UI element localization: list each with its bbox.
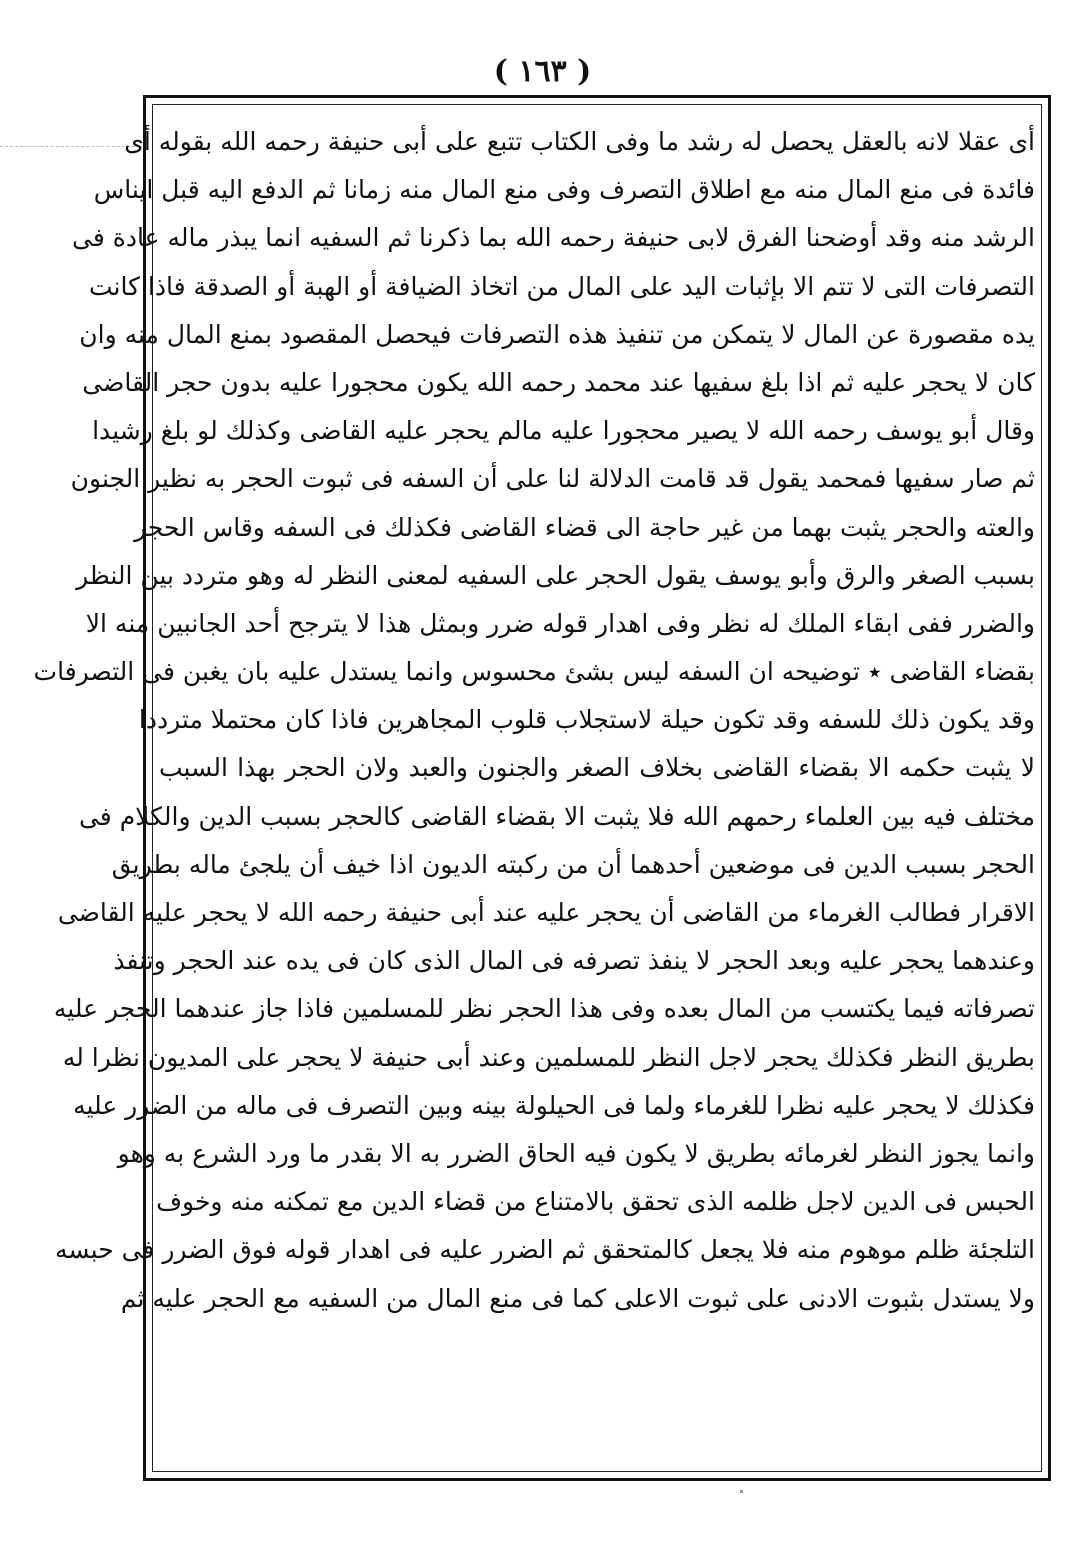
text-line: والعته والحجر يثبت بهما من غير حاجة الى قضاء القاضى فكذلك فى السفه وقاس الحجر: [134, 512, 1035, 542]
text-line: ثم صار سفيها فمحمد يقول قد قامت الدلالة لنا على أن السفه فى ثبوت الحجر به نظير الجنون: [70, 464, 1035, 494]
text-line: وانما يجوز النظر لغرمائه بطريق لا يكون فيه الحاق الضرر به الا بقدر ما ورد الشرع به وهو: [117, 1138, 1035, 1168]
text-line: الحبس فى الدين لاجل ظلمه الذى تحقق بالامتناع من قضاء الدين مع تمكنه منه وخوف: [156, 1187, 1035, 1217]
text-line: والضرر ففى ابقاء الملك له نظر وفى اهدار قوله ضرر وبمثل هذا لا يترجح أحد الجانبين منه الا: [85, 608, 1035, 638]
text-line: بقضاء القاضى ٭ توضيحه ان السفه ليس بشئ محسوس وانما يستدل عليه بان يغبن فى التصرفات: [33, 657, 1035, 687]
text-line: يده مقصورة عن المال لا يتمكن من تنفيذ هذه التصرفات فيحصل المقصود بمنع المال منه وان: [79, 319, 1035, 349]
text-line: لا يثبت حكمه الا بقضاء القاضى بخلاف الصغر والجنون والعبد ولان الحجر بهذا السبب: [159, 753, 1035, 783]
text-line: فائدة فى منع المال منه مع اطلاق التصرف وفى منع المال منه زمانا ثم الدفع اليه قبل ايناس: [93, 175, 1035, 205]
text-line: فكذلك لا يحجر عليه نظرا للغرماء ولما فى الحيلولة بينه وبين التصرف فى ماله من الضرر عليه: [73, 1090, 1035, 1120]
text-line: بسبب الصغر والرق وأبو يوسف يقول الحجر على السفيه لمعنى النظر له وهو متردد بين النظر: [76, 560, 1035, 590]
page-number: ( ١٦٣ ): [493, 54, 592, 89]
margin-dashed-rule: [0, 146, 140, 147]
text-line: ولا يستدل بثبوت الادنى على ثبوت الاعلى كما فى منع المال من السفيه مع الحجر عليه ثم: [120, 1283, 1035, 1313]
text-line: وقد يكون ذلك للسفه وقد تكون حيلة لاستجلاب قلوب المجاهرين فاذا كان محتملا مترددا: [138, 705, 1035, 735]
text-line: تصرفاته فيما يكتسب من المال بعده وفى هذا الحجر نظر للمسلمين فاذا جاز عندهما الحجر عليه: [53, 994, 1035, 1024]
text-line: الحجر بسبب الدين فى موضعين أحدهما أن من ركبته الديون اذا خيف أن يلجئ ماله بطريق: [111, 849, 1035, 879]
text-line: وعندهما يحجر عليه وبعد الحجر لا ينفذ تصرفه فى المال الذى كان فى يده عند الحجر وتنفذ: [113, 946, 1035, 976]
text-line: كان لا يحجر عليه ثم اذا بلغ سفيها عند محمد رحمه الله يكون محجورا عليه بدون حجر القاضى: [82, 367, 1035, 397]
text-line: أى عقلا لانه بالعقل يحصل له رشد ما وفى الكتاب تتبع على أبى حنيفة رحمه الله بقوله أى: [124, 127, 1035, 156]
text-line: التلجئة ظلم موهوم منه فلا يجعل كالمتحقق ثم الضرر عليه فى اهدار قوله فوق الضرر فى حبسه: [54, 1235, 1035, 1265]
text-line: الرشد منه وقد أوضحنا الفرق لابى حنيفة رحمه الله بما ذكرنا ثم السفيه انما يبذر ماله عادة فى: [72, 223, 1035, 253]
text-line: وقال أبو يوسف رحمه الله لا يصير محجورا عليه مالم يحجر عليه القاضى وكذلك لو بلغ رشيدا: [92, 416, 1035, 446]
scan-speck: [740, 1490, 743, 1493]
text-line: بطريق النظر فكذلك يحجر لاجل النظر للمسلمين وعند أبى حنيفة لا يحجر على المديون نظرا له: [62, 1042, 1035, 1072]
text-body: [33, 118, 1035, 1468]
text-line: مختلف فيه بين العلماء رحمهم الله فلا يثبت الا بقضاء القاضى كالحجر بسبب الدين والكلام فى: [78, 801, 1035, 831]
text-line: الاقرار فطالب الغرماء من القاضى أن يحجر عليه عند أبى حنيفة رحمه الله لا يحجر عليه القاضى: [57, 898, 1035, 927]
text-line: التصرفات التى لا تتم الا بإثبات اليد على المال من اتخاذ الضيافة أو الهبة أو الصدقة فاذا كانت: [88, 271, 1035, 301]
